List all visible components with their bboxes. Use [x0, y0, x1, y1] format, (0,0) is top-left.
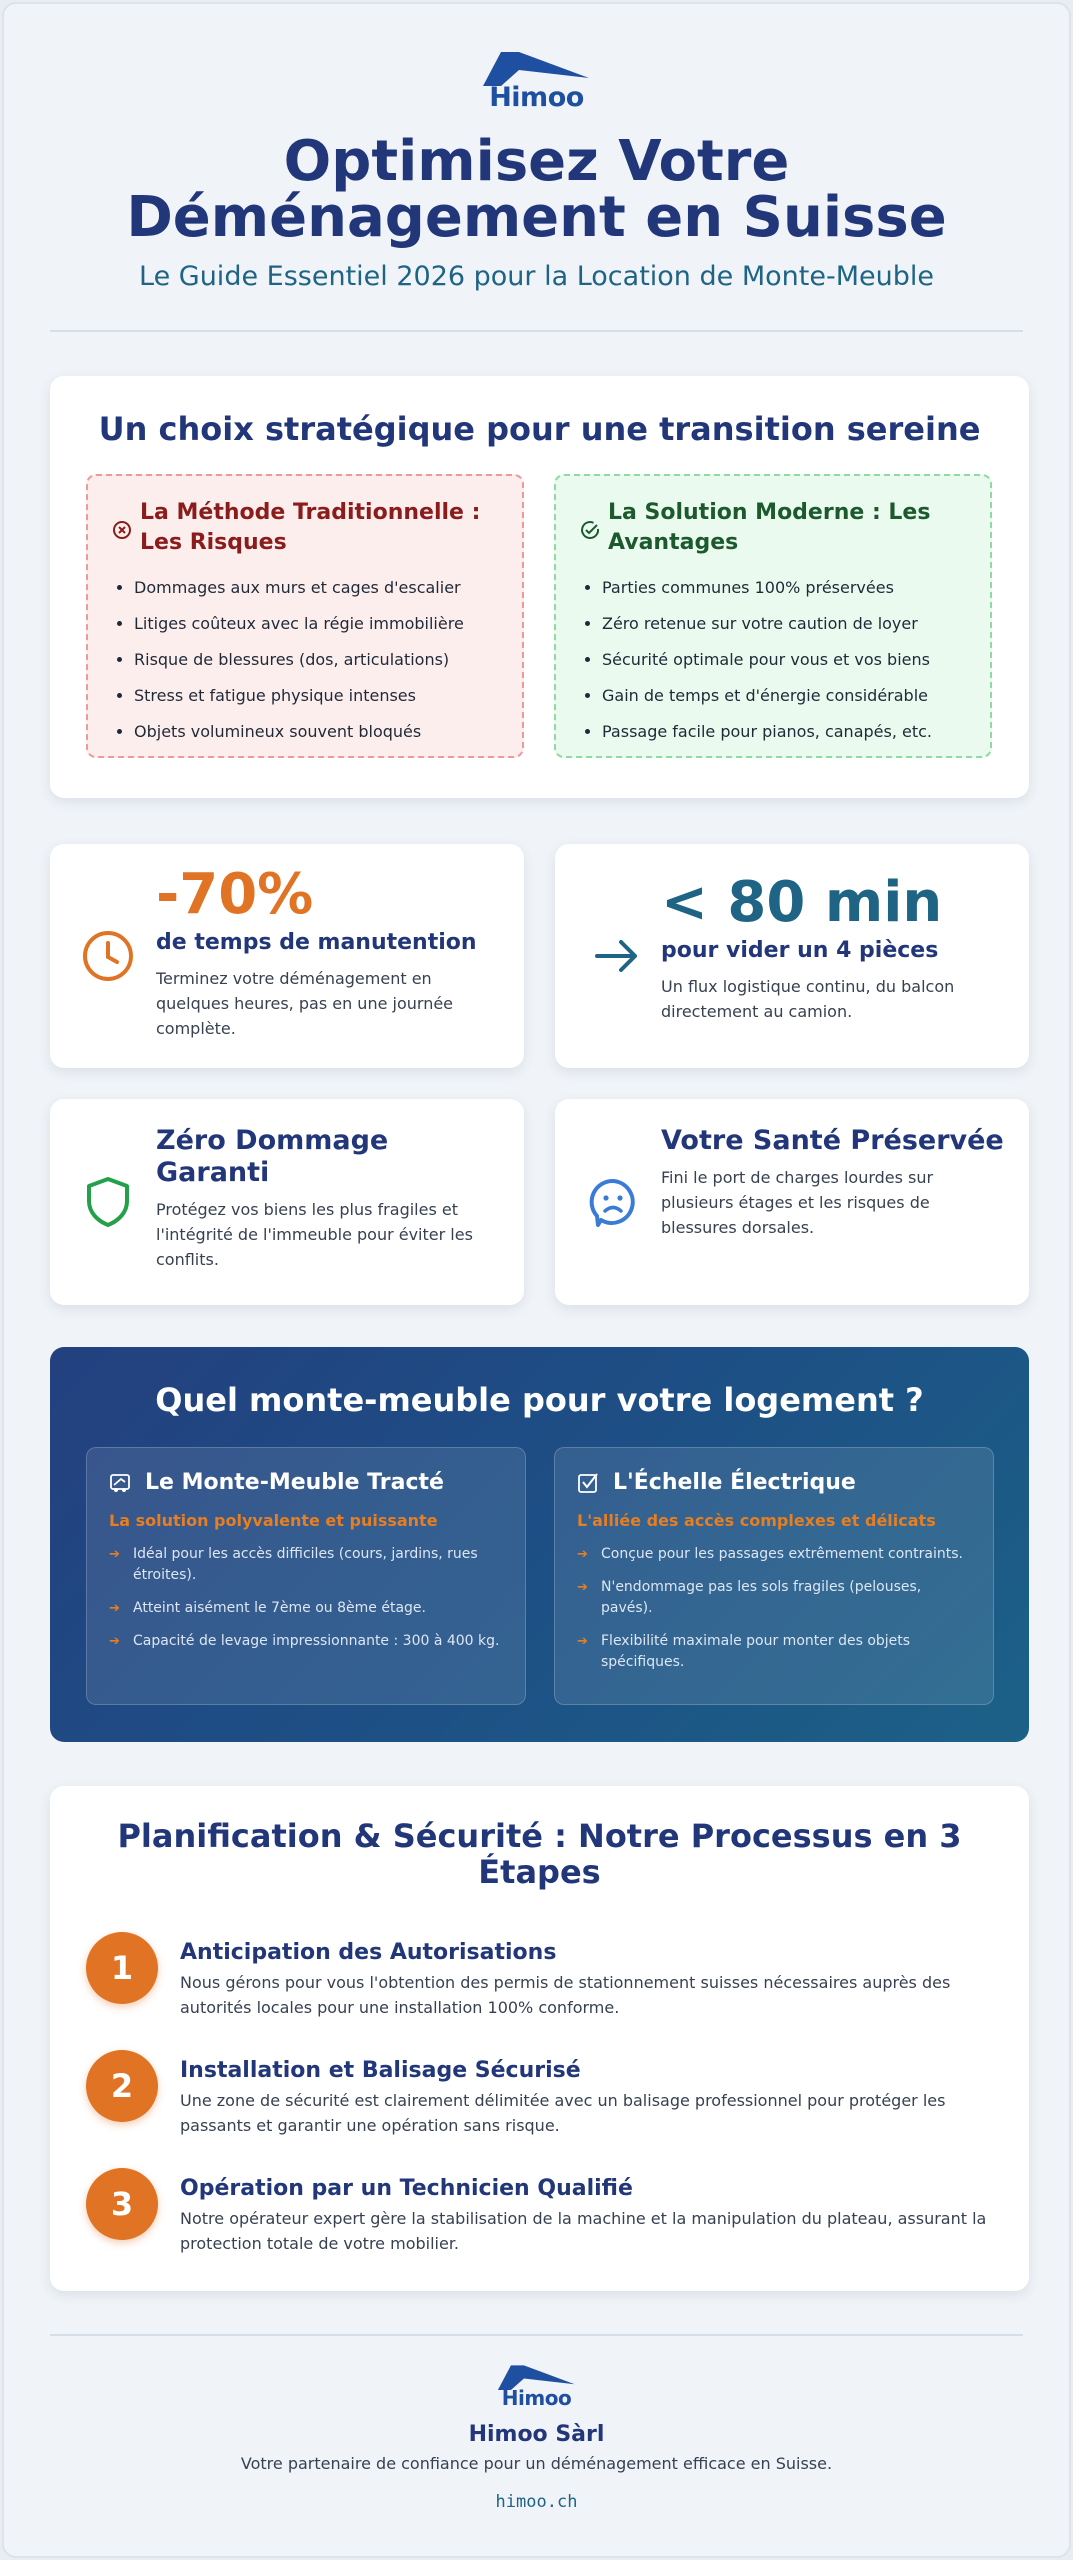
- stat-card-duration: [555, 844, 1029, 1068]
- list-item: [109, 1544, 503, 1586]
- arrow-bullet-icon: ➔: [577, 1634, 588, 1649]
- modern-title: La Solution Moderne : Les Avantages: [608, 500, 931, 555]
- comparison-section: [50, 376, 1029, 798]
- modern-solution-box: [554, 474, 992, 758]
- step-number: 2: [86, 2050, 158, 2122]
- step-title: Anticipation des Autorisations: [180, 1940, 557, 1965]
- footer-company-name: Himoo Sàrl: [468, 2422, 605, 2447]
- ladder-icon: [577, 1472, 599, 1494]
- page-title: [44, 129, 1029, 250]
- stat-value: < 80 min: [661, 870, 943, 935]
- arrow-bullet-icon: ➔: [577, 1547, 588, 1562]
- footer-divider: [50, 2334, 1023, 2336]
- title-line-1: Optimisez Votre: [283, 129, 790, 194]
- arrow-bullet-icon: ➔: [109, 1601, 120, 1616]
- arrow-bullet-icon: ➔: [109, 1547, 120, 1562]
- list-item: • Zéro retenue sur votre caution de loyer: [602, 606, 968, 642]
- list-item: [109, 1631, 503, 1652]
- step-description: Notre opérateur expert gère la stabilisation de la machine et la manipulation du plateau, assurant la protection totale de votre mobilier.: [180, 2209, 987, 2253]
- step-title: Opération par un Technicien Qualifié: [180, 2176, 633, 2201]
- page-subtitle: Le Guide Essentiel 2026 pour la Location de Monte-Meuble: [139, 261, 934, 292]
- option-title: Le Monte-Meuble Tracté: [145, 1470, 444, 1495]
- step-description: Nous gérons pour vous l'obtention des permis de stationnement suisses nécessaires auprès des autorités locales pour une installation 100% conforme.: [180, 1973, 951, 2017]
- item-text: Flexibilité maximale pour monter des objets spécifiques.: [601, 1633, 911, 1670]
- feature-description: Fini le port de charges lourdes sur plusieurs étages et les risques de blessures dorsales.: [661, 1168, 934, 1237]
- list-item: • Objets volumineux souvent bloqués: [134, 714, 500, 750]
- feature-card-health: [555, 1099, 1029, 1305]
- arrow-bullet-icon: ➔: [109, 1634, 120, 1649]
- list-item: [577, 1544, 971, 1565]
- title-line-2: Déménagement en Suisse: [126, 185, 947, 250]
- list-item: • Passage facile pour pianos, canapés, etc.: [602, 714, 968, 750]
- header-logo: [4, 48, 1069, 118]
- stat-card-time: [50, 844, 524, 1068]
- footer-website-link[interactable]: himoo.ch: [495, 2492, 578, 2512]
- option-tagline: L'alliée des accès complexes et délicats: [577, 1511, 936, 1530]
- traditional-method-box: [86, 474, 524, 758]
- modern-advantage-list: [602, 570, 968, 750]
- option-tagline: La solution polyvalente et puissante: [109, 1511, 438, 1530]
- item-text: Idéal pour les accès difficiles (cours, jardins, rues étroites).: [133, 1546, 478, 1583]
- process-title: Planification & Sécurité : Notre Processus en 3 Étapes: [117, 1817, 962, 1891]
- feature-description: Protégez vos biens les plus fragiles et l'intégrité de l'immeuble pour éviter les conflits.: [156, 1200, 473, 1269]
- item-text: N'endommage pas les sols fragiles (pelouses, pavés).: [601, 1579, 922, 1616]
- list-item: [577, 1631, 971, 1673]
- lift-types-section: [50, 1347, 1029, 1742]
- list-item: • Dommages aux murs et cages d'escalier: [134, 570, 500, 606]
- process-section: [50, 1786, 1029, 2291]
- arrow-right-icon: [589, 928, 645, 984]
- feature-title: Zéro Dommage Garanti: [156, 1125, 389, 1188]
- step-number: 3: [86, 2168, 158, 2240]
- list-item: • Stress et fatigue physique intenses: [134, 678, 500, 714]
- step-title: Installation et Balisage Sécurisé: [180, 2058, 581, 2083]
- himoo-logo: [495, 2362, 579, 2410]
- stat-description: Terminez votre déménagement en quelques heures, pas en une journée complète.: [156, 969, 454, 1038]
- lift-types-title: Quel monte-meuble pour votre logement ?: [155, 1381, 924, 1419]
- logo-wordmark: Himoo: [489, 82, 584, 113]
- infographic-page: [2, 2, 1071, 2558]
- list-item: • Litiges coûteux avec la régie immobilière: [134, 606, 500, 642]
- traditional-risk-list: [134, 570, 500, 750]
- option-electric-ladder: [554, 1447, 994, 1705]
- step-description: Une zone de sécurité est clairement délimitée avec un balisage professionnel pour protéger les passants et garantir une opération sans risque.: [180, 2091, 946, 2135]
- list-item: • Parties communes 100% préservées: [602, 570, 968, 606]
- step-number: 1: [86, 1932, 158, 2004]
- divider: [50, 330, 1023, 332]
- clock-icon: [80, 928, 136, 984]
- footer-tagline: Votre partenaire de confiance pour un déménagement efficace en Suisse.: [240, 2454, 833, 2473]
- option-title: L'Échelle Électrique: [613, 1470, 856, 1495]
- himoo-logo: [479, 48, 595, 114]
- truck-icon: [109, 1472, 131, 1494]
- list-item: • Risque de blessures (dos, articulations): [134, 642, 500, 678]
- list-item: • Sécurité optimale pour vous et vos biens: [602, 642, 968, 678]
- stat-label: pour vider un 4 pièces: [661, 938, 939, 963]
- stat-value: -70%: [156, 862, 314, 927]
- item-text: Capacité de levage impressionnante : 300 à 400 kg.: [133, 1633, 500, 1649]
- check-circle-icon: [578, 518, 602, 542]
- item-text: Conçue pour les passages extrêmement contraints.: [601, 1546, 963, 1562]
- footer-logo: [4, 2362, 1069, 2414]
- logo-wordmark: Himoo: [501, 2386, 572, 2410]
- traditional-title: La Méthode Traditionnelle : Les Risques: [140, 500, 481, 555]
- feature-card-damage: [50, 1099, 524, 1305]
- sad-face-icon: [585, 1174, 641, 1230]
- x-circle-icon: [110, 518, 134, 542]
- stat-description: Un flux logistique continu, du balcon directement au camion.: [661, 977, 955, 1021]
- arrow-bullet-icon: ➔: [577, 1580, 588, 1595]
- list-item: [109, 1598, 503, 1619]
- item-text: Atteint aisément le 7ème ou 8ème étage.: [133, 1600, 426, 1616]
- list-item: • Gain de temps et d'énergie considérable: [602, 678, 968, 714]
- comparison-title: Un choix stratégique pour une transition sereine: [98, 410, 981, 448]
- shield-icon: [80, 1174, 136, 1230]
- feature-title: Votre Santé Préservée: [661, 1125, 1004, 1156]
- option-towed-lift: [86, 1447, 526, 1705]
- stat-label: de temps de manutention: [156, 930, 477, 955]
- list-item: [577, 1577, 971, 1619]
